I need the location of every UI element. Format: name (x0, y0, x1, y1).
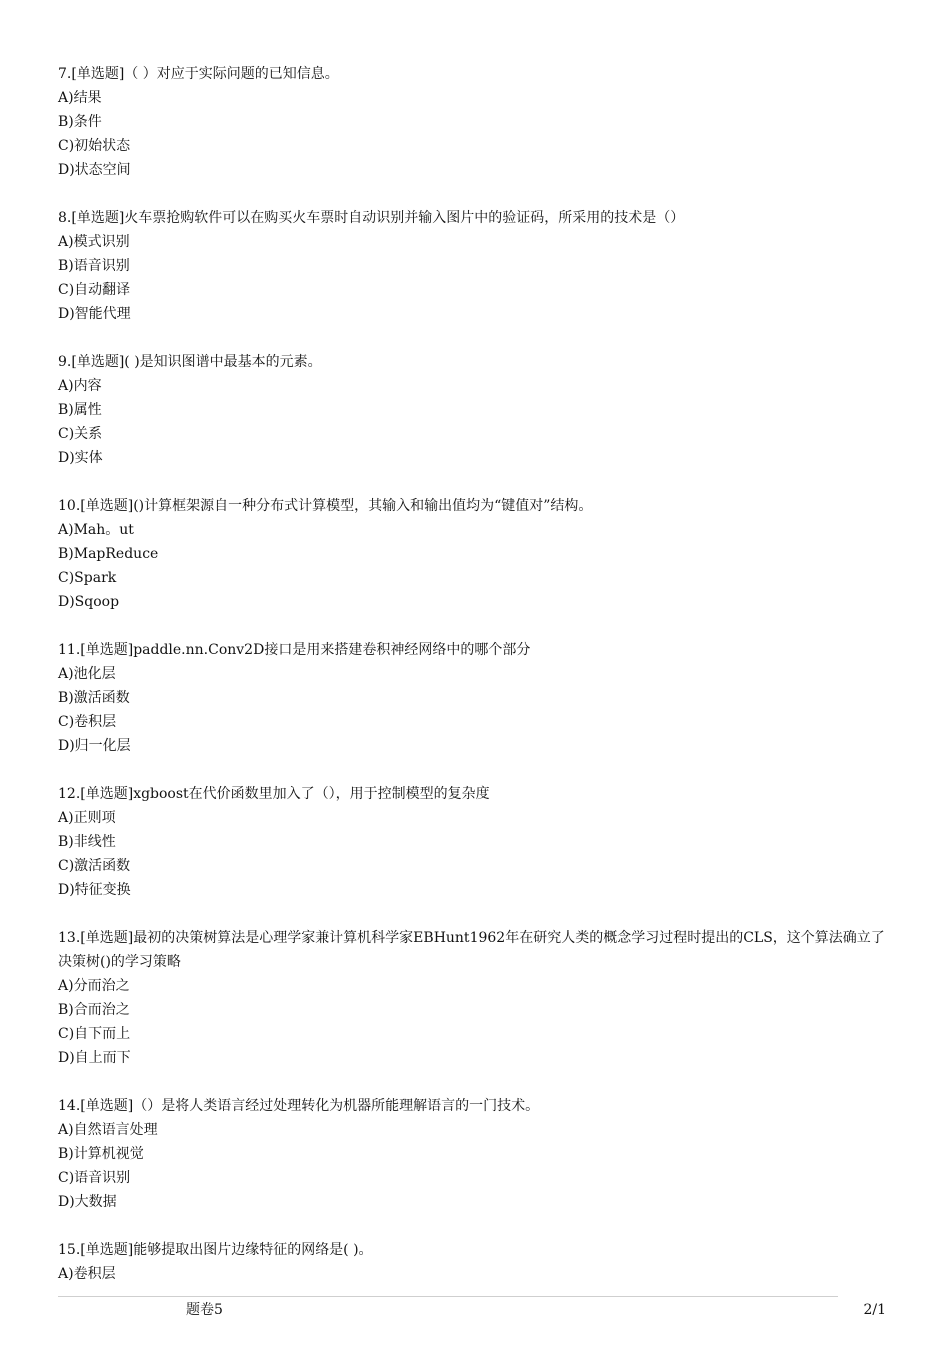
question-stem: 8.[单选题]火车票抢购软件可以在购买火车票时自动识别并输入图片中的验证码，所采用的技术是（） (58, 210, 685, 226)
question-stem: 7.[单选题]（ ）对应于实际问题的已知信息。 (58, 66, 339, 82)
answer-option: D)Sqoop (58, 594, 120, 610)
answer-option: C)激活函数 (58, 858, 131, 874)
answer-option: D)智能代理 (58, 306, 131, 322)
answer-option: C)Spark (58, 570, 117, 586)
answer-option: B)语音识别 (58, 258, 130, 274)
answer-option: A)正则项 (58, 810, 116, 826)
question-stem: 14.[单选题]（）是将人类语言经过处理转化为机器所能理解语言的一门技术。 (58, 1098, 540, 1114)
answer-option: B)属性 (58, 402, 102, 418)
question-block (58, 782, 894, 902)
question-block (58, 62, 894, 182)
answer-option: A)分而治之 (58, 978, 130, 994)
answer-option: C)自下而上 (58, 1026, 131, 1042)
answer-option: D)大数据 (58, 1194, 117, 1210)
answer-option: C)卷积层 (58, 714, 117, 730)
answer-option: B)激活函数 (58, 690, 130, 706)
answer-option: C)自动翻译 (58, 282, 131, 298)
answer-option: A)Mah。ut (58, 522, 134, 538)
answer-option: A)卷积层 (58, 1266, 116, 1282)
question-stem: 15.[单选题]能够提取出图片边缘特征的网络是( )。 (58, 1242, 373, 1258)
question-block (58, 638, 894, 758)
question-stem: 11.[单选题]paddle.nn.Conv2D接口是用来搭建卷积神经网络中的哪个部分 (58, 642, 531, 658)
page-number: 2/1 (863, 1302, 886, 1318)
answer-option: C)初始状态 (58, 138, 131, 154)
answer-option: B)合而治之 (58, 1002, 130, 1018)
answer-option: A)池化层 (58, 666, 116, 682)
answer-option: A)模式识别 (58, 234, 130, 250)
answer-option: B)计算机视觉 (58, 1146, 144, 1162)
answer-option: D)特征变换 (58, 882, 131, 898)
question-stem: 9.[单选题]( )是知识图谱中最基本的元素。 (58, 354, 322, 370)
footer-divider (58, 1296, 838, 1297)
answer-option: B)非线性 (58, 834, 116, 850)
question-block (58, 206, 894, 326)
question-block (58, 350, 894, 470)
question-block (58, 1238, 894, 1286)
answer-option: A)内容 (58, 378, 102, 394)
answer-option: A)结果 (58, 90, 102, 106)
answer-option: D)状态空间 (58, 162, 131, 178)
answer-option: B)条件 (58, 114, 102, 130)
question-block (58, 1094, 894, 1214)
question-stem: 13.[单选题]最初的决策树算法是心理学家兼计算机科学家EBHunt1962年在研究人类的概念学习过程时提出的CLS，这个算法确立了决策树()的学习策略 (58, 930, 885, 970)
question-list (58, 62, 894, 1310)
answer-option: B)MapReduce (58, 546, 159, 562)
question-block (58, 494, 894, 614)
answer-option: A)自然语言处理 (58, 1122, 158, 1138)
footer-title: 题卷5 (186, 1302, 223, 1318)
answer-option: C)关系 (58, 426, 103, 442)
answer-option: C)语音识别 (58, 1170, 131, 1186)
answer-option: D)归一化层 (58, 738, 131, 754)
question-stem: 12.[单选题]xgboost在代价函数里加入了（），用于控制模型的复杂度 (58, 786, 490, 802)
question-block (58, 926, 894, 1070)
question-stem: 10.[单选题]()计算框架源自一种分布式计算模型，其输入和输出值均为“键值对”结构。 (58, 498, 593, 514)
answer-option: D)实体 (58, 450, 103, 466)
answer-option: D)自上而下 (58, 1050, 131, 1066)
